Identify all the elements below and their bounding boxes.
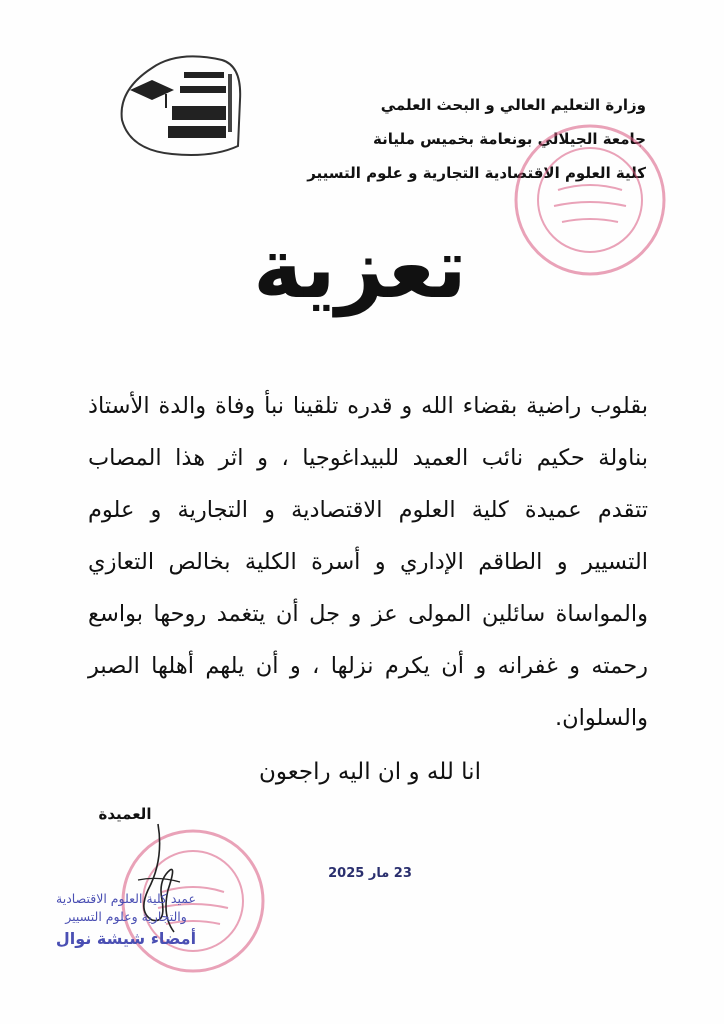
body-line: التسيير و الطاقم الإداري و أسرة الكلية بخالص التعازي [88,549,648,575]
condolence-body [88,380,648,744]
body-line: والسلوان. [554,705,648,731]
closing-verse: انا لله و ان اليه راجعون [259,759,481,785]
body-line: رحمته و غفرانه و أن يكرم نزلها ، و أن يلهم أهلها الصبر [88,653,648,679]
body-line: بناولة حكيم نائب العميد للبيداغوجيا ، و اثر هذا المصاب [88,445,648,471]
university-logo [112,50,244,162]
dean-signature-stamp [26,890,226,952]
university-name: جامعة الجيلالي بونعامة بخميس مليانة [373,130,646,148]
document-title: تعزية [253,219,467,317]
stamp-name: أمضاء شيشة نوال [55,929,197,948]
body-line: بقلوب راضية بقضاء الله و قدره تلقينا نبأ وفاة والدة الأستاذ [88,393,648,419]
date-stamp: 23 مار 2025 [328,866,412,881]
faculty-seal-top [510,120,670,280]
dean-title: العميدة [98,805,152,823]
body-line: تتقدم عميدة كلية العلوم الاقتصادية و التجارية و علوم [88,497,648,523]
body-line: والمواساة سائلين المولى عز و جل أن يتغمد روحها بواسع [88,601,648,627]
stamp-line: عميد كلية العلوم الاقتصادية [56,891,196,906]
ministry-name: وزارة التعليم العالي و البحث العلمي [380,96,646,114]
faculty-name: كلية العلوم الاقتصادية التجارية و علوم التسيير [307,164,646,182]
stamp-line: والتجارية وعلوم التسيير [65,909,187,924]
